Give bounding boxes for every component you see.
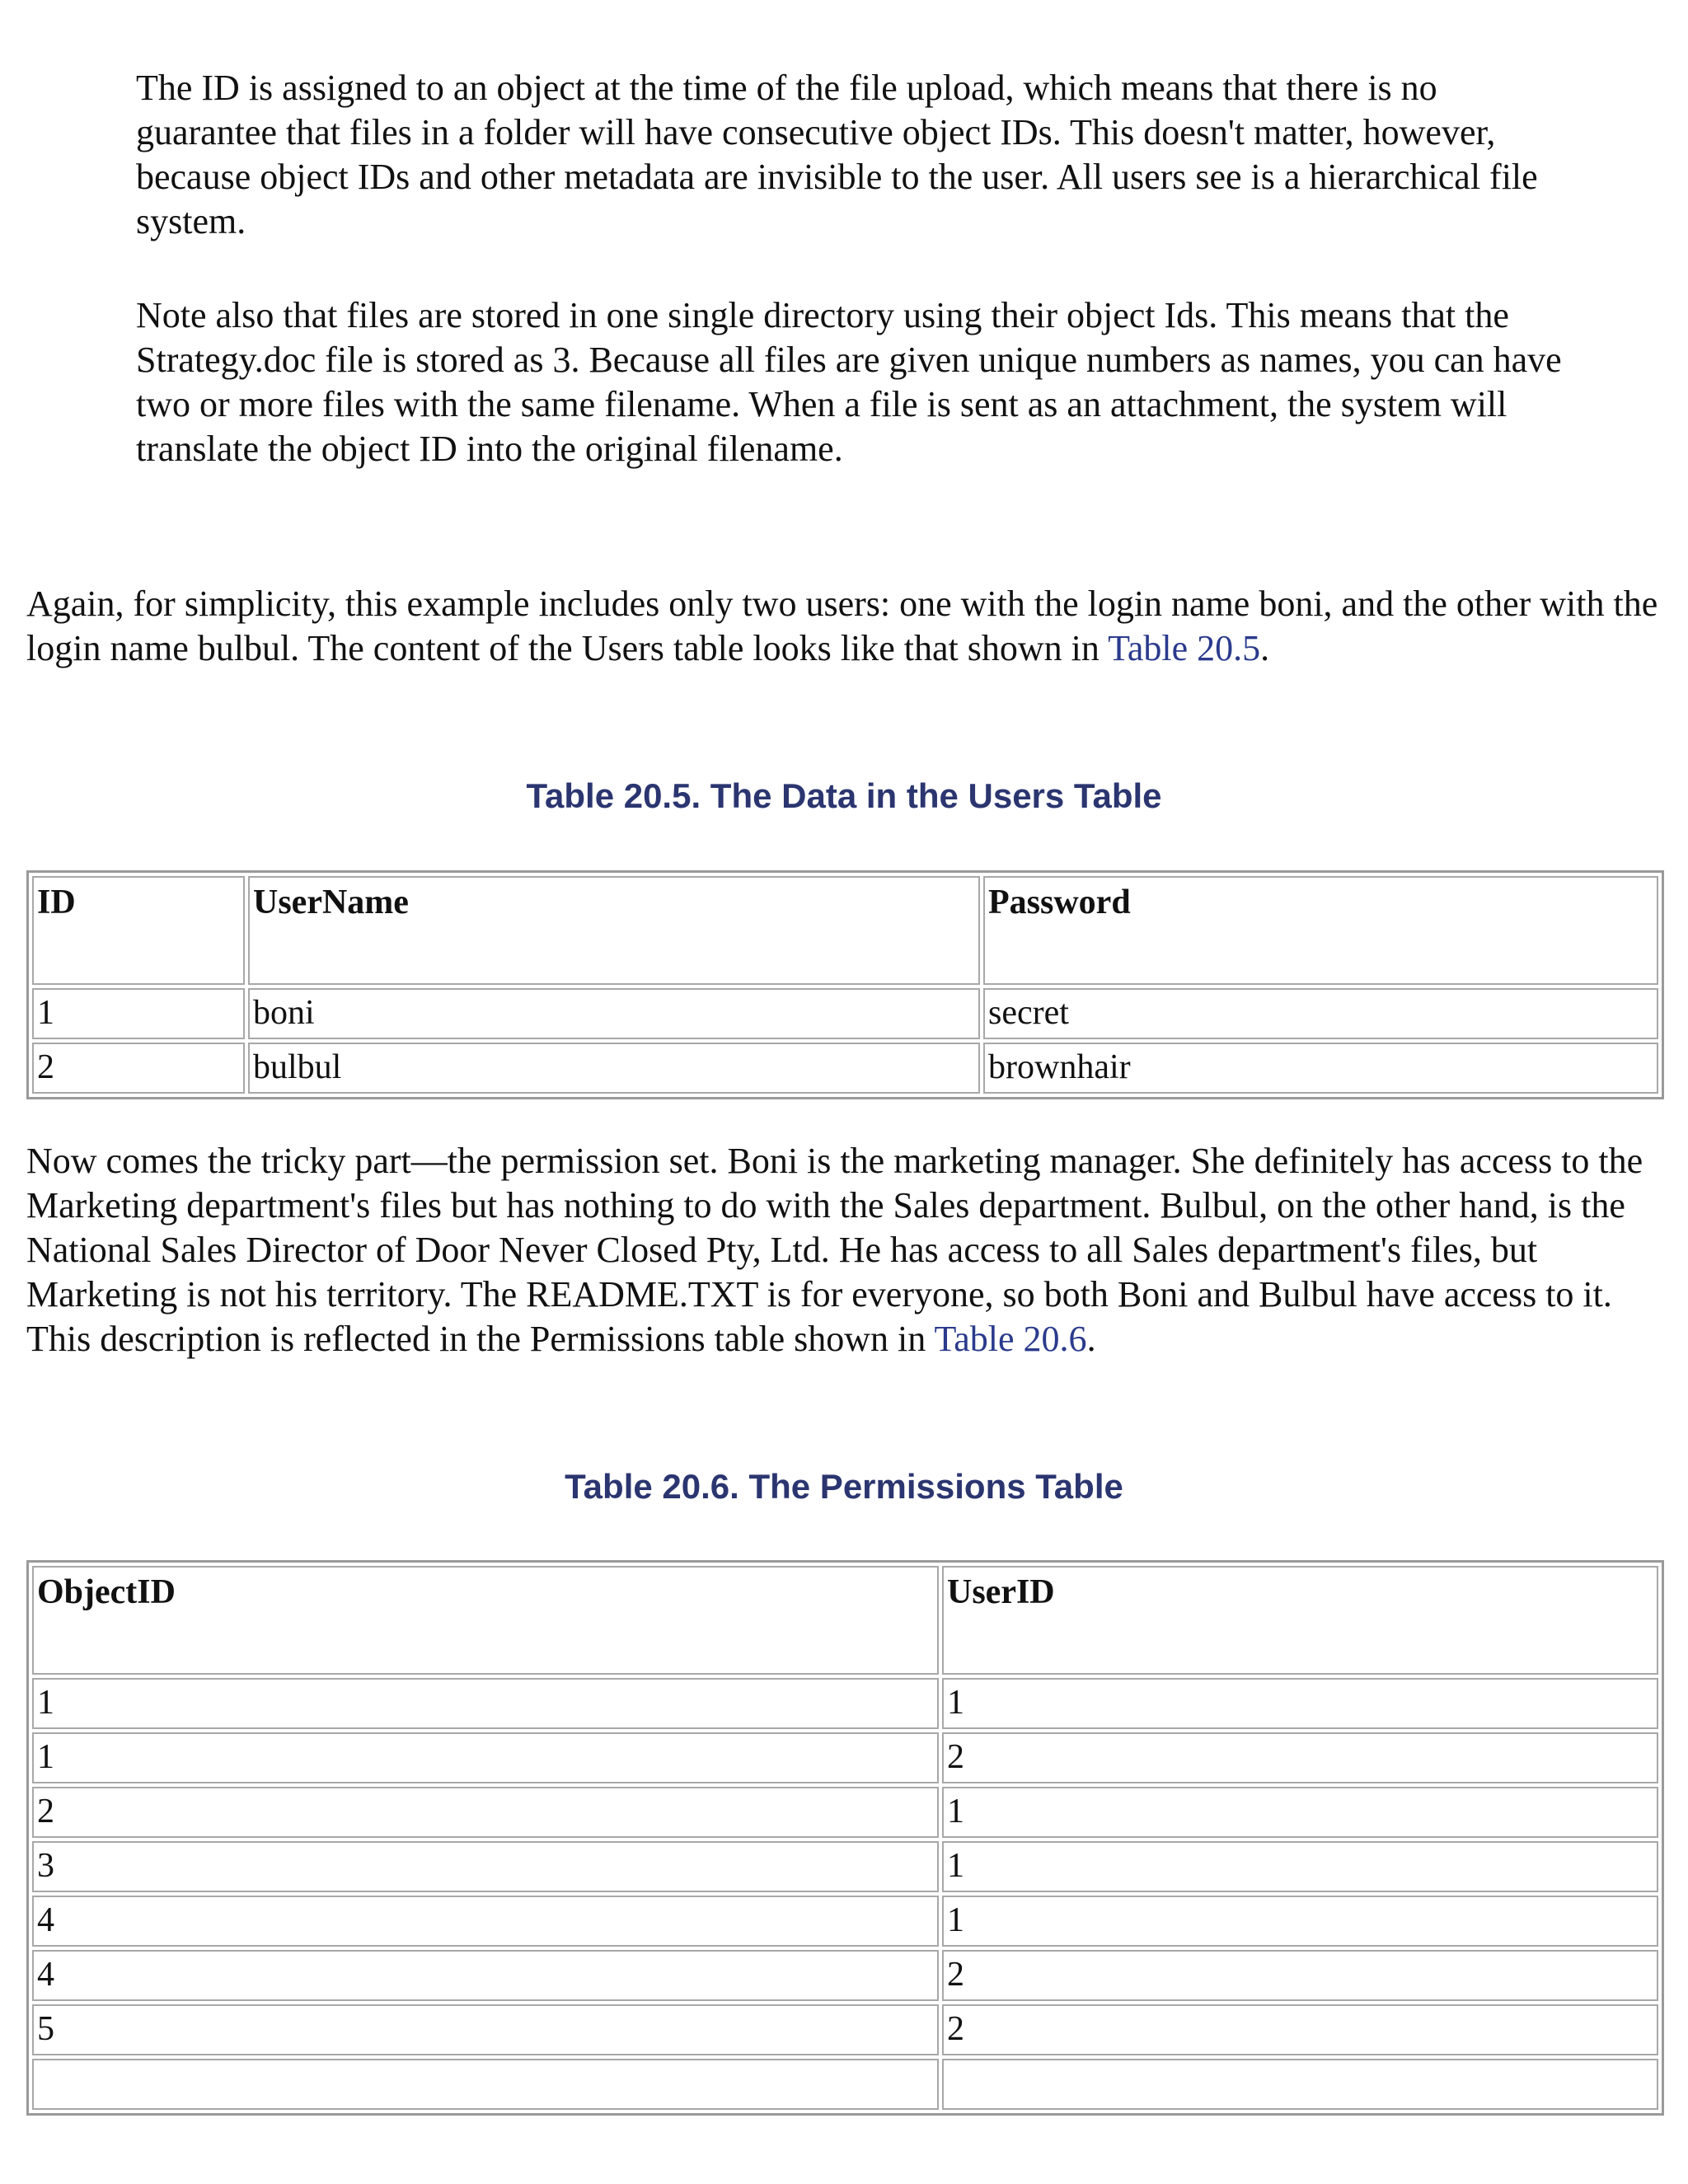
header-userid: UserID bbox=[942, 1566, 1658, 1675]
table-row bbox=[32, 1787, 1658, 1838]
header-objectid: ObjectID bbox=[32, 1566, 939, 1675]
cell-userid-cutoff bbox=[942, 2059, 1658, 2110]
cell-objectid: 4 bbox=[32, 1950, 939, 2001]
note-paragraph-storage: Note also that files are stored in one single directory using their object Ids. This means that the Strategy.doc file is stored as 3. Because all files are given unique numbers as names, you can have two or more files with the same filename. When a file is sent as an attachment, the system will translate the object ID into the original filename. bbox=[136, 295, 1562, 469]
cell-objectid: 5 bbox=[32, 2004, 939, 2055]
cell-id: 1 bbox=[32, 988, 245, 1039]
users-intro-paragraph bbox=[26, 582, 1662, 671]
users-intro-end: . bbox=[1260, 628, 1270, 668]
cell-objectid: 2 bbox=[32, 1787, 939, 1838]
table-row bbox=[32, 1678, 1658, 1729]
header-id: ID bbox=[32, 876, 245, 985]
cell-userid: 1 bbox=[942, 1896, 1658, 1947]
table-row bbox=[32, 2004, 1658, 2055]
cell-userid: 1 bbox=[942, 1841, 1658, 1892]
cell-userid: 2 bbox=[942, 1732, 1658, 1783]
permissions-intro-end: . bbox=[1086, 1319, 1096, 1359]
cell-objectid: 4 bbox=[32, 1896, 939, 1947]
table-20-6-link[interactable]: Table 20.6 bbox=[934, 1319, 1087, 1359]
table-row bbox=[32, 1841, 1658, 1892]
note-paragraph-object-id: The ID is assigned to an object at the time of the file upload, which means that there is no guarantee that files in a folder will have consecutive object IDs. This doesn't matter, however, because object IDs and other metadata are invisible to the user. All users see is a hierarchical file system. bbox=[136, 68, 1538, 241]
users-table-header-row bbox=[32, 876, 1658, 985]
table-row bbox=[32, 1896, 1658, 1947]
table-20-5-link[interactable]: Table 20.5 bbox=[1108, 628, 1261, 668]
header-username: UserName bbox=[248, 876, 980, 985]
cell-userid: 2 bbox=[942, 1950, 1658, 2001]
table-row bbox=[32, 988, 1658, 1039]
table-row bbox=[32, 1732, 1658, 1783]
permissions-table-header-row bbox=[32, 1566, 1658, 1675]
users-table-caption: Table 20.5. The Data in the Users Table bbox=[526, 776, 1162, 815]
cell-username: bulbul bbox=[248, 1043, 980, 1094]
cell-objectid: 1 bbox=[32, 1678, 939, 1729]
permissions-intro-paragraph bbox=[26, 1139, 1662, 1361]
permissions-table-caption: Table 20.6. The Permissions Table bbox=[565, 1467, 1123, 1506]
cell-password: brownhair bbox=[983, 1043, 1658, 1094]
table-row-cutoff bbox=[32, 2059, 1658, 2110]
cell-objectid: 1 bbox=[32, 1732, 939, 1783]
table-row bbox=[32, 1043, 1658, 1094]
permissions-intro-text: Now comes the tricky part—the permission set. Boni is the marketing manager. She definitely has access to the Marketing department's files but has nothing to do with the Sales department. Bulbul, on the other hand, is the National Sales Director of Door Never Closed Pty, Ltd. He has access to all Sales department's files, but Marketing is not his territory. The README.TXT is for everyone, so both Boni and Bulbul have access to it. This description is reflected in the Permissions table shown in bbox=[26, 1141, 1643, 1359]
cell-objectid-cutoff bbox=[32, 2059, 939, 2110]
users-table bbox=[26, 870, 1664, 1099]
users-intro-text: Again, for simplicity, this example includes only two users: one with the login name boni, and the other with the login name bulbul. The content of the Users table looks like that shown in bbox=[26, 583, 1658, 668]
cell-userid: 2 bbox=[942, 2004, 1658, 2055]
cell-id: 2 bbox=[32, 1043, 245, 1094]
cell-userid: 1 bbox=[942, 1787, 1658, 1838]
cell-password: secret bbox=[983, 988, 1658, 1039]
cell-objectid: 3 bbox=[32, 1841, 939, 1892]
permissions-table bbox=[26, 1560, 1664, 2116]
header-password: Password bbox=[983, 876, 1658, 985]
table-row bbox=[32, 1950, 1658, 2001]
cell-username: boni bbox=[248, 988, 980, 1039]
cell-userid: 1 bbox=[942, 1678, 1658, 1729]
